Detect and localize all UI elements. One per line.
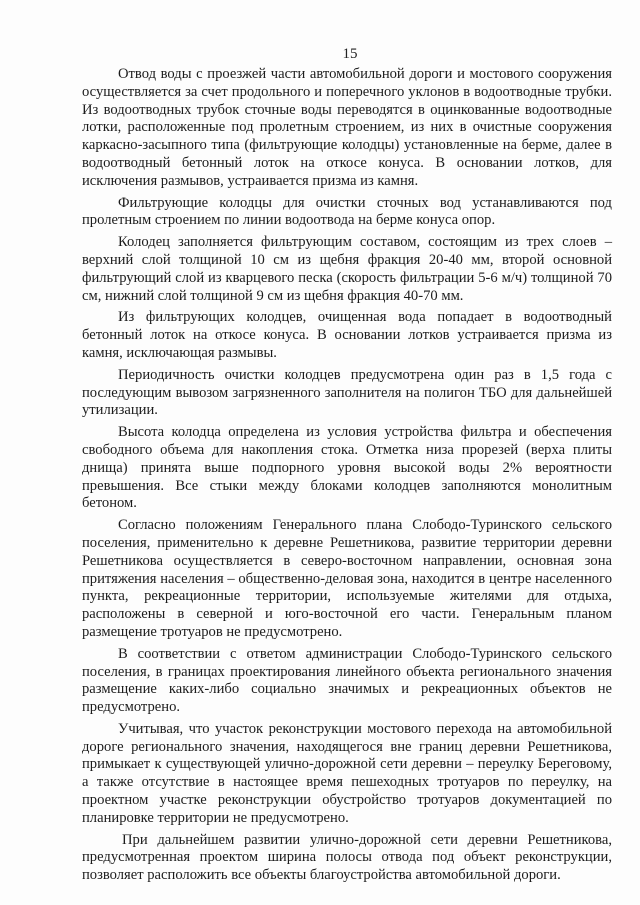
paragraph-administration: В соответствии с ответом администрации Слободо-Туринского сельского поселения, в границах проектирования линейного объекта регионального значения размещение каких-либо социально значимых и рекреационных объектов не предусмотрено.: [82, 645, 612, 716]
paragraph-future-development: При дальнейшем развитии улично-дорожной сети деревни Решетникова, предусмотренная проектом ширина полосы отвода под объект реконструкции, позволяет расположить все объекты благоустройства автомобильной дороги.: [82, 831, 612, 884]
paragraph-filter-layers: Колодец заполняется фильтрующим составом, состоящим из трех слоев – верхний слой толщиной 10 см из щебня фракция 20-40 мм, второй основной фильтрующий слой из кварцевого песка (скорость фильтрации 5-6 м/ч) толщиной 70 см, нижний слой толщиной 9 см из щебня фракция 40-70 мм.: [82, 234, 612, 304]
paragraph-general-plan: Согласно положениям Генерального плана Слободо-Туринского сельского поселения, применительно к деревне Решетникова, развитие территории деревни Решетникова осуществляется в северо-восточном направлении, основная зона притяжения населения – общественно-деловая зона, находится в центре населенного пункта, рекреационные территории, используемые жителями для отдыха, расположены в северной и юго-восточной его части. Генеральным планом размещение тротуаров не предусмотрено.: [82, 517, 612, 640]
paragraph-drainage: Отвод воды с проезжей части автомобильной дороги и мостового сооружения осуществляется за счет продольного и поперечного уклонов в водоотводные трубки. Из водоотводных трубок сточные воды переводятся в оцинкованные водоотводные лотки, расположенные под пролетным строением, из них в очистные сооружения каркасно-засыпного типа (фильтрующие колодцы) установленные на берме, далее в водоотводный бетонный лоток на откосе конуса. В основании лотков, для исключения размывов, устраивается призма из камня.: [82, 66, 612, 189]
paragraph-well-height: Высота колодца определена из условия устройства фильтра и обеспечения свободного объема для накопления стока. Отметка низа прорезей (верха плиты днища) принята выше подпорного уровня высокой воды 2% вероятности превышения. Все стыки между блоками колодцев заполняются монолитным бетоном.: [82, 424, 612, 512]
page-number: 15: [342, 46, 358, 62]
paragraph-filter-wells: Фильтрующие колодцы для очистки сточных вод устанавливаются под пролетным строением по линии водоотвода на берме конуса опор.: [82, 194, 612, 229]
document-body: [82, 66, 612, 889]
paragraph-purified-water: Из фильтрующих колодцев, очищенная вода попадает в водоотводный бетонный лоток на откосе конуса. В основании лотков устраивается призма из камня, исключающая размывы.: [82, 309, 612, 361]
paragraph-cleaning-period: Периодичность очистки колодцев предусмотрена один раз в 1,5 года с последующим вывозом загрязненного заполнителя на полигон ТБО для дальнейшей утилизации.: [82, 366, 612, 419]
paragraph-sidewalks: Учитывая, что участок реконструкции мостового перехода на автомобильной дороге регионального значения, находящегося вне границ деревни Решетникова, примыкает к существующей улично-дорожной сети деревни – переулку Береговому, а также отсутствие в настоящее время пешеходных тротуаров по переулку, на проектном участке реконструкции обустройство тротуаров документацией по планировке территории не предусмотрено.: [82, 720, 612, 826]
